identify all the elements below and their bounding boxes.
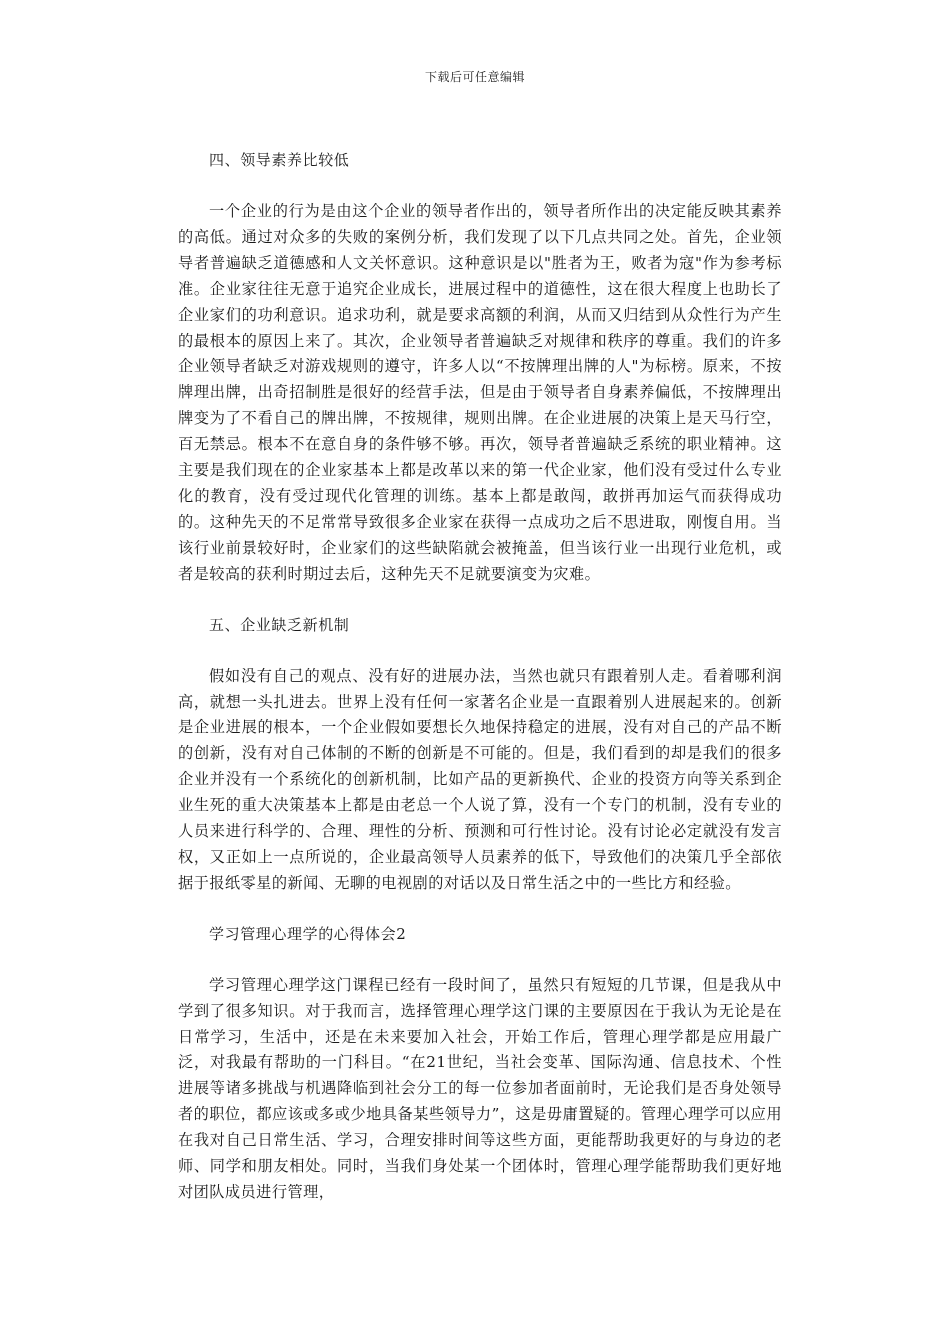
section-paragraph: 学习管理心理学这门课程已经有一段时间了，虽然只有短短的几节课，但是我从中学到了很多知识。对于我而言，选择管理心理学这门课的主要原因在于我认为无论是在日常学习，生活中，还是在未来要加入社会，开始工作后，管理心理学都是应用最广泛，对我最有帮助的一门科目。“在21世纪，当社会变革、国际沟通、信息技术、个性进展等诸多挑战与机遇降临到社会分工的每一位参加者面前时，无论我们是否身处领导者的职位，都应该或多或少地具备某些领导力”，这是毋庸置疑的。管理心理学可以应用在我对自己日常生活、学习，合理安排时间等这些方面，更能帮助我更好的与身边的老师、同学和朋友相处。同时，当我们身处某一个团体时，管理心理学能帮助我们更好地对团队成员进行管理，	[178, 975, 782, 1201]
section-leadership	[178, 148, 782, 588]
section-heading: 学习管理心理学的心得体会2	[209, 924, 407, 943]
page-header: 下载后可任意编辑	[424, 70, 525, 84]
section-heading: 五、企业缺乏新机制	[209, 615, 350, 634]
section-reflection	[178, 922, 782, 1206]
section-heading: 四、领导素养比较低	[209, 151, 350, 169]
document-body	[178, 148, 782, 1231]
section-paragraph: 一个企业的行为是由这个企业的领导者作出的，领导者所作出的决定能反映其素养的高低。通过对众多的失败的案例分析，我们发现了以下几点共同之处。首先，企业领导者普遍缺乏道德感和人文关怀意识。这种意识是以"胜者为王，败者为寇"作为参考标准。企业家往往无意于追究企业成长，进展过程中的道德性，这在很大程度上也助长了企业家们的功利意识。追求功利，就是要求高额的利润，从而又归结到从众性行为产生的最根本的原因上来了。其次，企业领导者普遍缺乏对规律和秩序的尊重。我们的许多企业领导者缺乏对游戏规则的遵守，许多人以“不按牌理出牌的人"为标榜。原来，不按牌理出牌，出奇招制胜是很好的经营手法，但是由于领导者自身素养偏低，不按牌理出牌变为了不看自己的牌出牌，不按规律，规则出牌。在企业进展的决策上是天马行空，百无禁忌。根本不在意自身的条件够不够。再次，领导者普遍缺乏系统的职业精神。这主要是我们现在的企业家基本上都是改革以来的第一代企业家，他们没有受过什么专业化的教育，没有受过现代化管理的训练。基本上都是敢闯，敢拼再加运气而获得成功的。这种先天的不足常常导致很多企业家在获得一点成功之后不思进取，刚愎自用。当该行业前景较好时，企业家们的这些缺陷就会被掩盖，但当该行业一出现行业危机，或者是较高的获利时期过去后，这种先天不足就要演变为灾难。	[178, 202, 782, 583]
section-mechanism	[178, 613, 782, 897]
section-paragraph: 假如没有自己的观点、没有好的进展办法，当然也就只有跟着别人走。看着哪利润高，就想一头扎进去。世界上没有任何一家著名企业是一直跟着别人进展起来的。创新是企业进展的根本，一个企业假如要想长久地保持稳定的进展，没有对自己的产品不断的创新，没有对自己体制的不断的创新是不可能的。但是，我们看到的却是我们的很多企业并没有一个系统化的创新机制，比如产品的更新换代、企业的投资方向等关系到企业生死的重大决策基本上都是由老总一个人说了算，没有一个专门的机制，没有专业的人员来进行科学的、合理、理性的分析、预测和可行性讨论。没有讨论必定就没有发言权，又正如上一点所说的，企业最高领导人员素养的低下，导致他们的决策几乎全部依据于报纸零星的新闻、无聊的电视剧的对话以及日常生活之中的一些比方和经验。	[178, 666, 782, 892]
